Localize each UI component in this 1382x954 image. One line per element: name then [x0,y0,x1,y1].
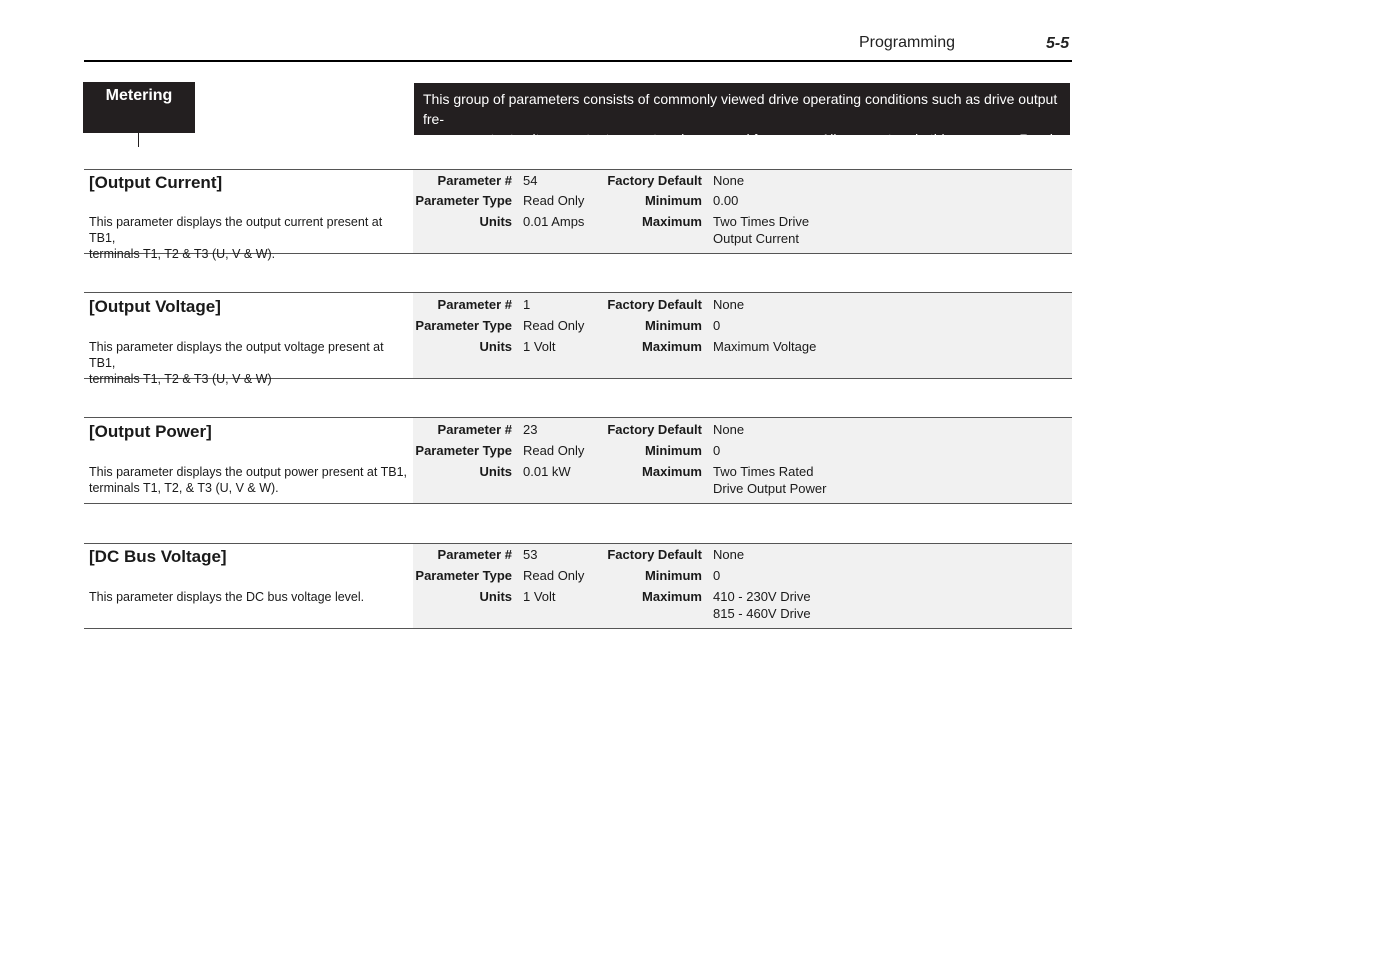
header-rule [84,60,1072,62]
units-label: Units [479,464,512,479]
param-number-label: Parameter # [437,422,512,437]
factory-default-label: Factory Default [607,173,702,188]
maximum-value-line: 815 - 460V Drive [713,606,811,621]
group-tick [138,133,139,147]
units-label: Units [479,214,512,229]
group-title: Metering [83,82,195,133]
param-description-line: This parameter displays the output power present at TB1, [89,465,407,479]
param-number-value: 1 [523,297,531,312]
minimum-value: 0 [713,568,721,583]
minimum-label: Minimum [644,568,702,583]
param-number-value: 23 [523,422,538,437]
factory-default-value: None [713,422,745,437]
param-number-label: Parameter # [437,297,512,312]
param-description-line: This parameter displays the output current present at TB1, [89,215,383,245]
units-value: 1 Volt [523,589,556,604]
maximum-value-line: 410 - 230V Drive [713,589,811,604]
param-description-line: This parameter displays the output voltage present at TB1, [89,340,384,370]
param-description [89,589,409,605]
param-description [89,339,409,387]
factory-default-label: Factory Default [607,297,702,312]
group-description-line: quency, output voltage, output current and command frequency. All parameters in this group are Read Only. [423,131,1053,167]
param-description-line: terminals T1, T2 & T3 (U, V & W) [89,372,272,386]
group-description-line: This group of parameters consists of commonly viewed drive operating conditions such as drive output fre- [423,91,1058,127]
param-block-output-current [84,169,1072,261]
param-type-label: Parameter Type [415,193,512,208]
factory-default-label: Factory Default [607,422,702,437]
maximum-value-line: Maximum Voltage [713,339,817,354]
param-block-dc-bus-voltage [84,543,1072,629]
param-number-value: 54 [523,173,538,188]
maximum-value [713,588,811,622]
maximum-label: Maximum [642,589,702,604]
factory-default-value: None [713,173,745,188]
minimum-value: 0.00 [713,193,739,208]
param-block-output-voltage [84,292,1072,386]
param-type-value: Read Only [523,193,585,208]
param-number-value: 53 [523,547,538,562]
maximum-label: Maximum [642,464,702,479]
param-type-value: Read Only [523,443,585,458]
maximum-label: Maximum [642,214,702,229]
factory-default-value: None [713,297,745,312]
param-type-label: Parameter Type [415,318,512,333]
minimum-label: Minimum [644,193,702,208]
factory-default-value: None [713,547,745,562]
param-description-line: This parameter displays the DC bus voltage level. [89,590,365,604]
param-type-value: Read Only [523,318,585,333]
param-type-label: Parameter Type [415,443,512,458]
maximum-value [713,213,809,247]
maximum-value-line: Output Current [713,231,799,246]
units-value: 0.01 Amps [523,214,585,229]
param-name: [Output Power] [89,422,212,441]
minimum-value: 0 [713,318,721,333]
maximum-value-line: Two Times Rated [713,464,814,479]
units-value: 0.01 kW [523,464,571,479]
param-name: [DC Bus Voltage] [89,547,227,566]
group-description [414,83,1070,167]
param-name: [Output Current] [89,173,223,192]
units-label: Units [479,339,512,354]
factory-default-label: Factory Default [607,547,702,562]
units-value: 1 Volt [523,339,556,354]
section-title: Programming [859,34,956,51]
param-description [89,464,409,496]
param-number-label: Parameter # [437,547,512,562]
maximum-value [713,338,816,355]
maximum-value [713,463,826,497]
param-type-value: Read Only [523,568,585,583]
units-label: Units [479,589,512,604]
param-number-label: Parameter # [437,173,512,188]
maximum-value-line: Two Times Drive [713,214,810,229]
minimum-label: Minimum [644,443,702,458]
param-block-output-power [84,417,1072,504]
minimum-label: Minimum [644,318,702,333]
param-description-line: terminals T1, T2 & T3 (U, V & W). [89,247,276,261]
param-description-line: terminals T1, T2, & T3 (U, V & W). [89,481,279,495]
maximum-label: Maximum [642,339,702,354]
param-name: [Output Voltage] [89,297,221,316]
page-number: 5-5 [1046,35,1070,52]
param-type-label: Parameter Type [415,568,512,583]
maximum-value-line: Drive Output Power [713,481,827,496]
minimum-value: 0 [713,443,721,458]
param-description [89,214,409,262]
